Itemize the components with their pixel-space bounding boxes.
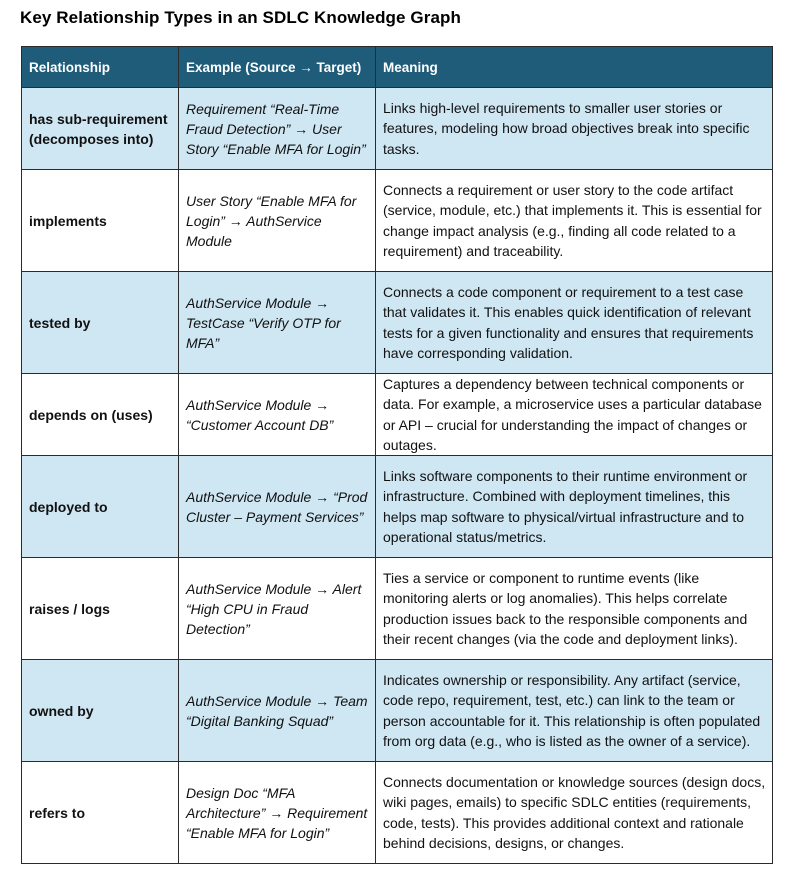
table-row [22, 374, 773, 456]
table-row [22, 272, 773, 374]
relationship-table [21, 46, 773, 864]
relationship-cell: has sub-requirement (decomposes into) [22, 88, 179, 170]
relationship-cell: refers to [22, 762, 179, 864]
table-row [22, 170, 773, 272]
table-row [22, 762, 773, 864]
meaning-cell: Connects a code component or requirement to a test case that validates it. This enables quick identification of relevant tests for a given functionality and ensures that requirements have corresponding validation. [376, 272, 773, 374]
header-example: Example (Source → Target) [179, 47, 376, 88]
meaning-cell: Captures a dependency between technical components or data. For example, a microservice uses a particular database or API – crucial for understanding the impact of changes or outages. [376, 374, 773, 456]
example-cell: Design Doc “MFA Architecture” → Requirement “Enable MFA for Login” [179, 762, 376, 864]
meaning-cell: Connects a requirement or user story to the code artifact (service, module, etc.) that implements it. This is essential for change impact analysis (e.g., finding all code related to a requirement) and traceability. [376, 170, 773, 272]
example-cell: AuthService Module → “Customer Account DB” [179, 374, 376, 456]
meaning-cell: Indicates ownership or responsibility. Any artifact (service, code repo, requirement, test, etc.) can link to the team or person accountable for it. This relationship is often populated from org data (e.g., who is listed as the owner of a service). [376, 660, 773, 762]
relationship-cell: owned by [22, 660, 179, 762]
header-relationship: Relationship [22, 47, 179, 88]
table-row [22, 456, 773, 558]
relationship-cell: tested by [22, 272, 179, 374]
table-row [22, 660, 773, 762]
example-cell: AuthService Module → “Prod Cluster – Payment Services” [179, 456, 376, 558]
header-meaning: Meaning [376, 47, 773, 88]
table-row [22, 558, 773, 660]
table-row [22, 88, 773, 170]
example-cell: AuthService Module → Alert “High CPU in Fraud Detection” [179, 558, 376, 660]
relationship-cell: depends on (uses) [22, 374, 179, 456]
meaning-cell: Links high-level requirements to smaller user stories or features, modeling how broad objectives break into specific tasks. [376, 88, 773, 170]
example-cell: Requirement “Real-Time Fraud Detection” → User Story “Enable MFA for Login” [179, 88, 376, 170]
relationship-cell: raises / logs [22, 558, 179, 660]
relationship-cell: deployed to [22, 456, 179, 558]
table-header-row [22, 47, 773, 88]
meaning-cell: Ties a service or component to runtime events (like monitoring alerts or log anomalies). This helps correlate production issues back to the responsible components and their recent changes (via the code and deployment links). [376, 558, 773, 660]
example-cell: AuthService Module → Team “Digital Banking Squad” [179, 660, 376, 762]
document-title: Key Relationship Types in an SDLC Knowledge Graph [20, 8, 461, 27]
meaning-cell: Links software components to their runtime environment or infrastructure. Combined with deployment timelines, this helps map software to physical/virtual infrastructure and to operational status/metrics. [376, 456, 773, 558]
relationship-cell: implements [22, 170, 179, 272]
meaning-cell: Connects documentation or knowledge sources (design docs, wiki pages, emails) to specific SDLC entities (requirements, code, tests). This provides additional context and rationale behind decisions, designs, or changes. [376, 762, 773, 864]
example-cell: User Story “Enable MFA for Login” → AuthService Module [179, 170, 376, 272]
example-cell: AuthService Module → TestCase “Verify OTP for MFA” [179, 272, 376, 374]
